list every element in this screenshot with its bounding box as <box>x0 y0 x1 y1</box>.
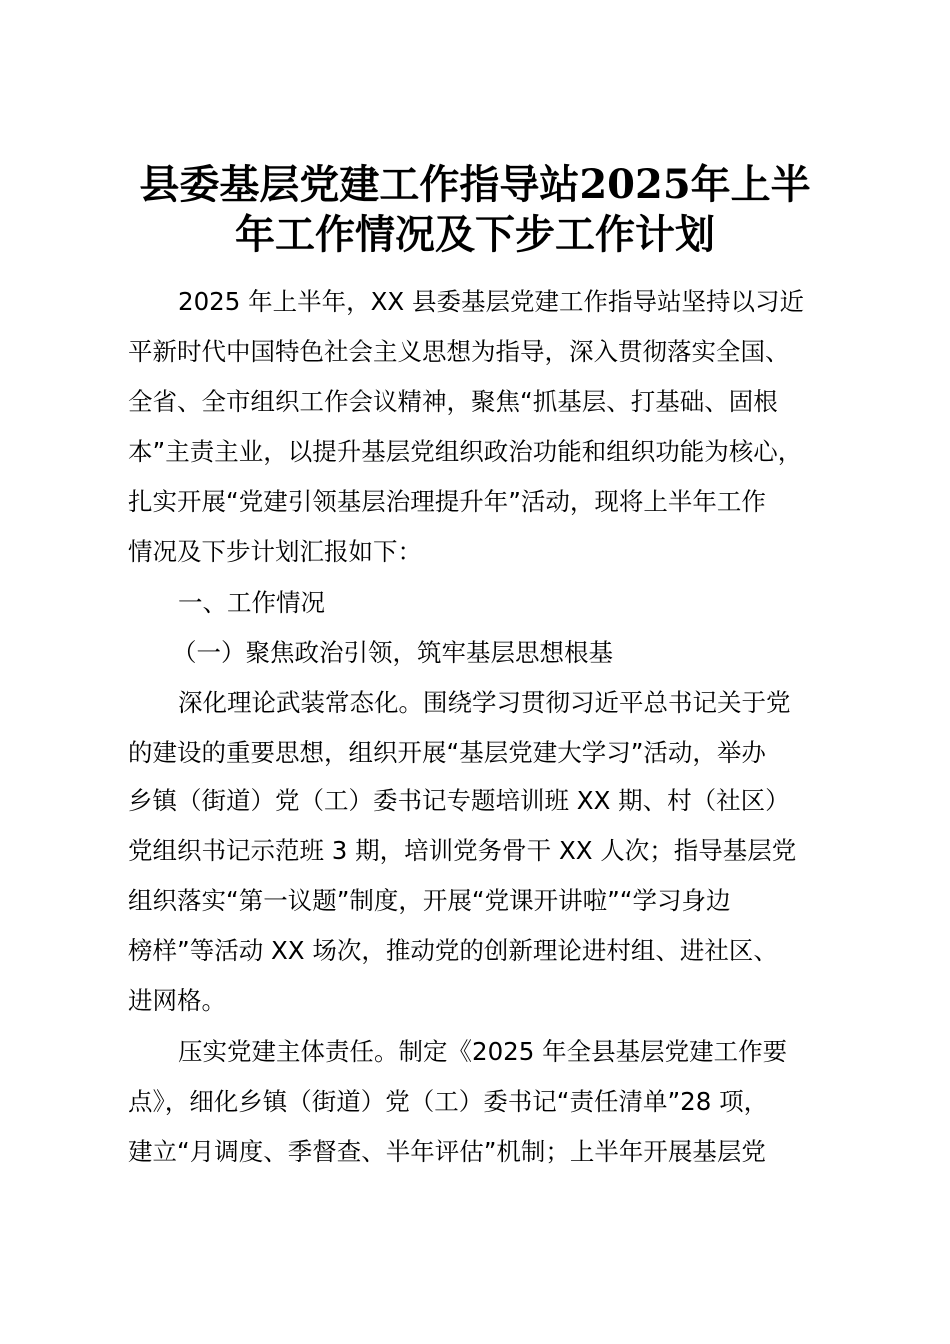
body-line: 点》，细化乡镇（街道）党（工）委书记“责任清单”28 项， <box>128 1087 769 1116</box>
body-line: 情况及下步计划汇报如下： <box>128 537 422 566</box>
body-line: 全省、全市组织工作会议精神，聚焦“抓基层、打基础、固根 <box>128 387 778 416</box>
document-title-line-2: 年工作情况及下步工作计划 <box>235 211 715 258</box>
document-title-line-1: 县委基层党建工作指导站2025年上半 <box>139 161 811 208</box>
body-line: 2025 年上半年，XX 县委基层党建工作指导站坚持以习近 <box>178 287 804 316</box>
subsection-heading: （一）聚焦政治引领，筑牢基层思想根基 <box>172 638 613 667</box>
body-line: 深化理论武装常态化。围绕学习贯彻习近平总书记关于党 <box>178 688 791 717</box>
body-line: 本”主责主业，以提升基层党组织政治功能和组织功能为核心， <box>128 437 803 466</box>
body-line: 平新时代中国特色社会主义思想为指导，深入贯彻落实全国、 <box>128 337 790 366</box>
body-line: 压实党建主体责任。制定《2025 年全县基层党建工作要 <box>178 1037 788 1066</box>
body-line: 的建设的重要思想，组织开展“基层党建大学习”活动，举办 <box>128 738 766 767</box>
body-line: 榜样”等活动 XX 场次，推动党的创新理论进村组、进社区、 <box>128 936 778 965</box>
body-line: 乡镇（街道）党（工）委书记专题培训班 XX 期、村（社区） <box>128 786 790 815</box>
body-line: 扎实开展“党建引领基层治理提升年”活动，现将上半年工作 <box>128 487 766 516</box>
body-line: 党组织书记示范班 3 期，培训党务骨干 XX 人次；指导基层党 <box>128 836 797 865</box>
body-line: 进网格。 <box>128 986 226 1015</box>
section-heading: 一、工作情况 <box>178 588 325 617</box>
body-line: 组织落实“第一议题”制度，开展“党课开讲啦”“学习身边 <box>128 886 731 915</box>
body-line: 建立“月调度、季督查、半年评估”机制；上半年开展基层党 <box>128 1137 766 1166</box>
